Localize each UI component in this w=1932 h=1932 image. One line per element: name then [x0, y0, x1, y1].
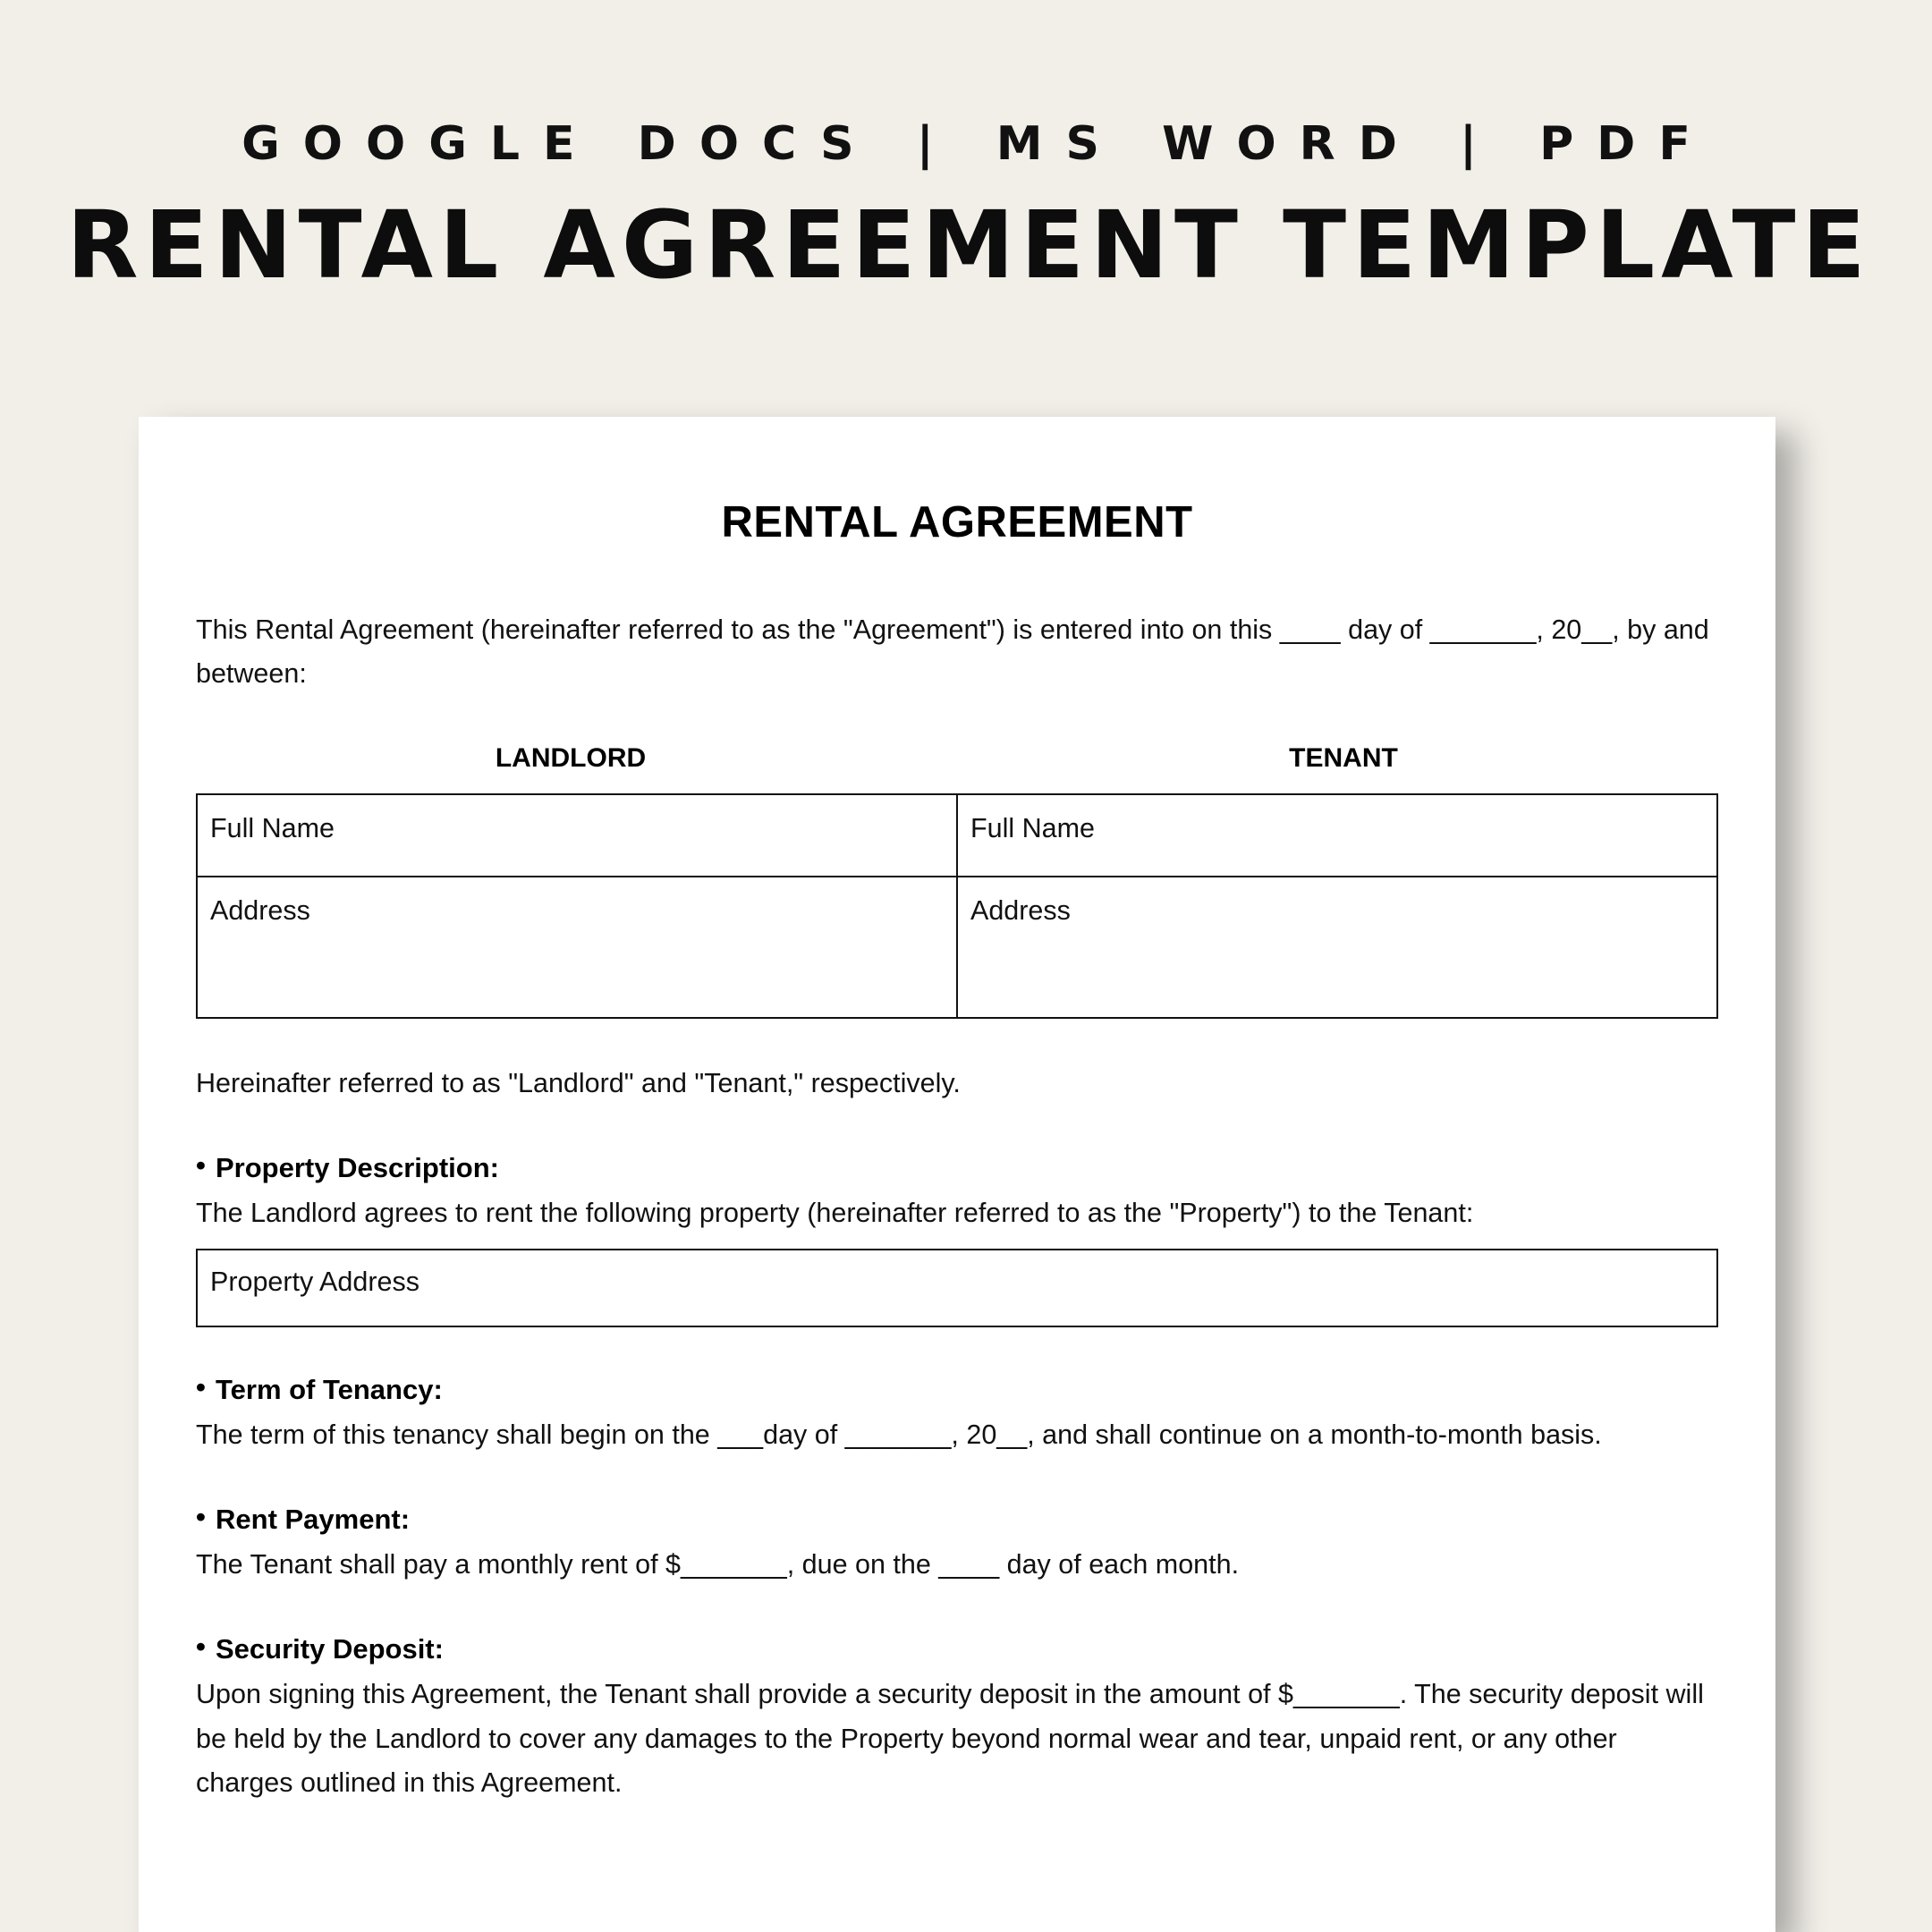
document-sheet	[139, 417, 1775, 1932]
parties-table	[196, 793, 1718, 1019]
party-column-headers	[196, 743, 1718, 774]
bullet-icon: •	[196, 1370, 206, 1402]
hereinafter-paragraph: Hereinafter referred to as "Landlord" and "Tenant," respectively.	[196, 1067, 961, 1098]
clause-heading-label: Rent Payment:	[216, 1504, 411, 1536]
bullet-icon: •	[196, 1501, 206, 1533]
clause-heading-rent-payment	[196, 1501, 1718, 1536]
clause-heading-term-of-tenancy	[196, 1370, 1718, 1406]
tenant-full-name-field[interactable]: Full Name	[957, 794, 1717, 877]
bullet-icon: •	[196, 1631, 206, 1663]
clause-heading-property-description	[196, 1149, 1718, 1184]
bullet-icon: •	[196, 1149, 206, 1182]
tenant-column-header: TENANT	[1289, 742, 1398, 773]
clause-security-deposit	[196, 1633, 1718, 1805]
clause-body-security-deposit: Upon signing this Agreement, the Tenant shall provide a security deposit in the amount of $_______. The security deposit will be held by the Landlord to cover any damages to the Property beyond normal wear and tear, unpaid rent, or any other charges outlined in this Agreement.	[196, 1679, 1704, 1799]
landlord-column-header: LANDLORD	[495, 742, 647, 773]
clause-heading-label: Term of Tenancy:	[216, 1373, 443, 1405]
banner-eyebrow: GOOGLE DOCS | MS WORD | PDF	[242, 117, 1714, 171]
intro-paragraph: This Rental Agreement (hereinafter referred to as the "Agreement") is entered into on this ____ day of _______, 20__, by and between:	[196, 614, 1709, 690]
landlord-address-field[interactable]: Address	[197, 877, 957, 1018]
clause-term-of-tenancy	[196, 1370, 1718, 1457]
header-banner	[0, 0, 1932, 417]
table-row	[197, 794, 1717, 877]
clause-body-term-of-tenancy: The term of this tenancy shall begin on the ___day of _______, 20__, and shall continue on a month-to-month basis.	[196, 1419, 1602, 1450]
clause-rent-payment	[196, 1501, 1718, 1587]
clause-body-rent-payment: The Tenant shall pay a monthly rent of $_______, due on the ____ day of each month.	[196, 1549, 1240, 1580]
property-address-field[interactable]: Property Address	[196, 1249, 1718, 1327]
document-body	[139, 417, 1775, 1806]
table-row	[197, 877, 1717, 1018]
clause-body-property-description: The Landlord agrees to rent the following property (hereinafter referred to as the "Property") to the Tenant:	[196, 1198, 1474, 1229]
clause-property-description	[196, 1149, 1718, 1326]
banner-title: RENTAL AGREEMENT TEMPLATE	[66, 191, 1872, 300]
clause-heading-security-deposit	[196, 1633, 1718, 1665]
clause-heading-label: Security Deposit:	[216, 1633, 444, 1665]
document-title: RENTAL AGREEMENT	[721, 498, 1193, 547]
landlord-full-name-field[interactable]: Full Name	[197, 794, 957, 877]
clause-heading-label: Property Description:	[216, 1152, 499, 1184]
tenant-address-field[interactable]: Address	[957, 877, 1717, 1018]
